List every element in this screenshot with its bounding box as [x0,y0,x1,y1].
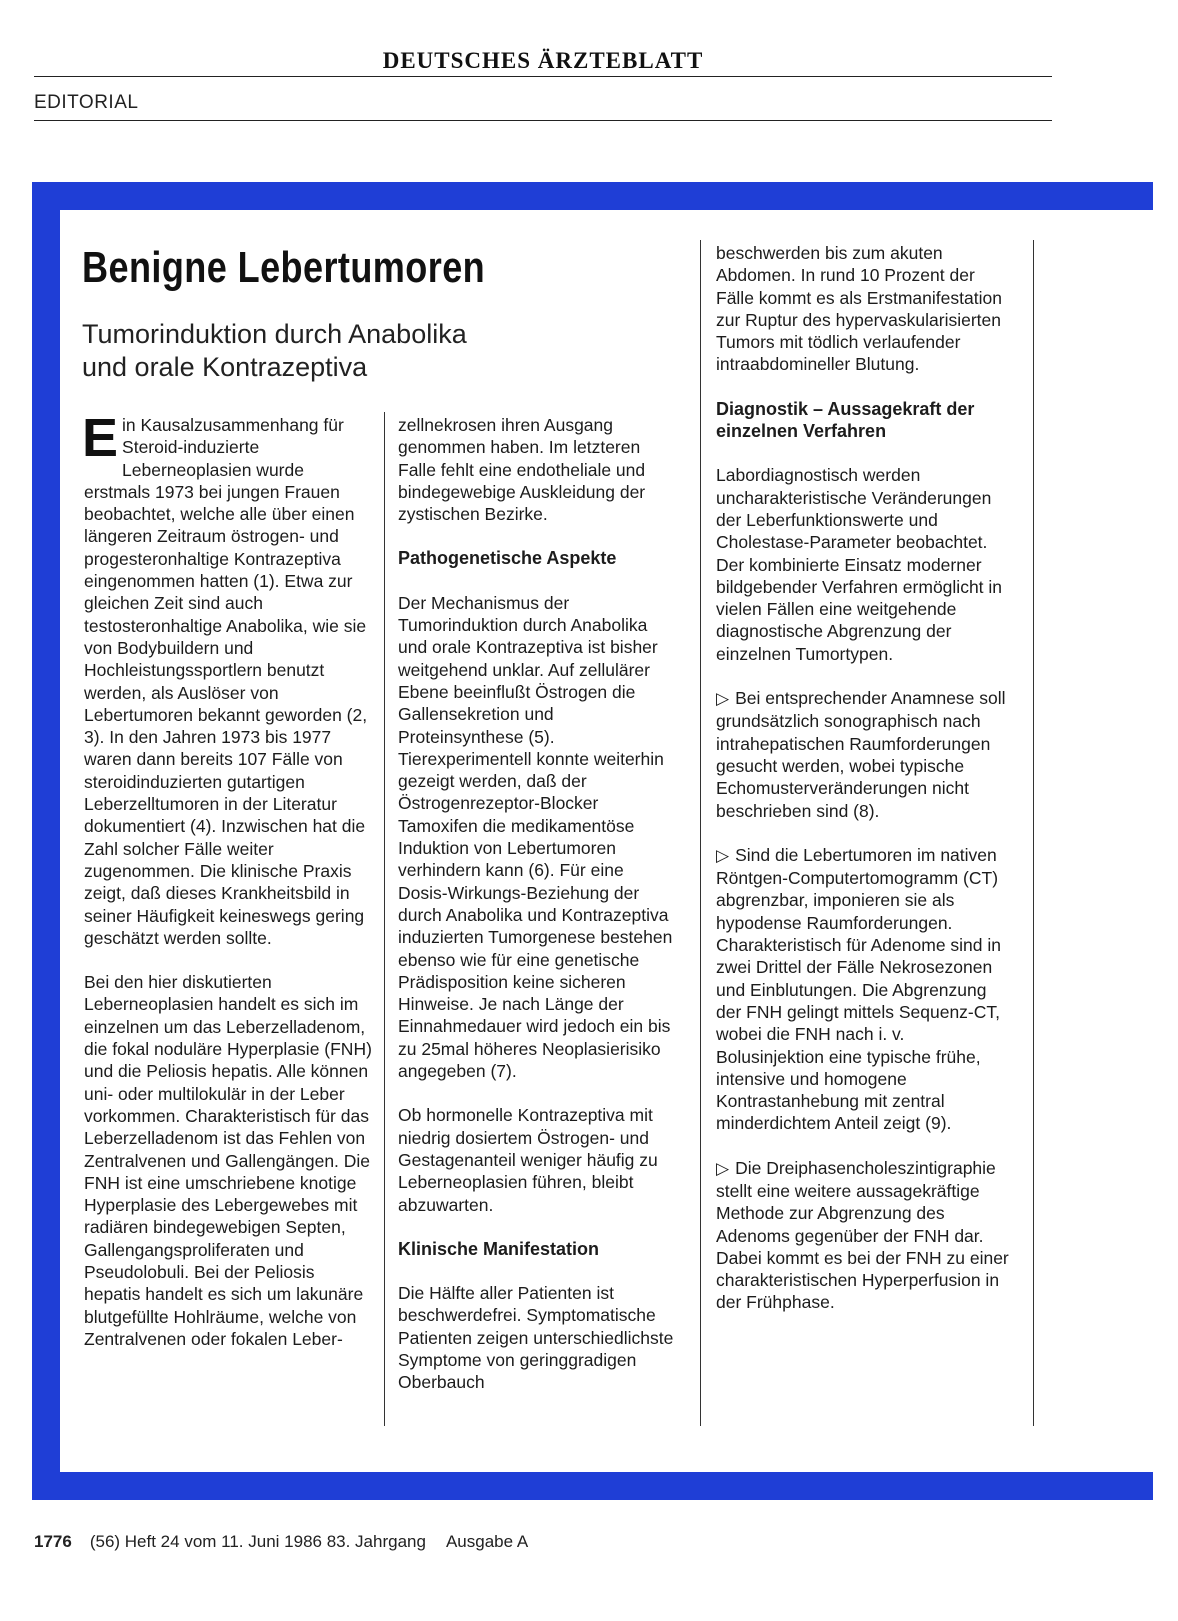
article-column-3 [716,242,1011,1336]
article-subtitle [82,318,642,384]
paragraph: Der Mechanismus der Tumorinduktion durch Anabolika und orale Kontrazeptiva ist bisher weitgehend unklar. Auf zellulärer Ebene beeinflußt Östrogen die Gallensekretion und Proteinsynthese (5). Tierexperimentell konnte weiterhin gezeigt werden, daß der Östrogenrezeptor-Blocker Tamoxifen die medikamentöse Induktion von Lebertumoren verhindern kann (6). Für eine Dosis-Wirkungs-Beziehung der durch Anabolika und Kontrazeptiva induzierten Tumorgenese bestehen ebenso wie für eine genetische Prädisposition keine sicheren Hinweise. Je nach Länge der Einnahmedauer wird jedoch ein bis zu 25mal höheres Neoplasierisiko angegeben (7). [398,592,673,1082]
section-label: EDITORIAL [34,92,139,113]
subtitle-line-1: Tumorinduktion durch Anabolika [82,319,467,349]
triangle-bullet-icon: ▷ [716,689,730,709]
page-number: 1776 [34,1532,72,1551]
column-divider-1 [384,412,385,1426]
paragraph: Labordiagnostisch werden uncharakteristische Veränderungen der Leberfunktionswerte und Cholestase-Parameter beobachtet. Der kombinierte Einsatz moderner bildgebender Verfahren ermöglicht in vielen Fällen eine weitgehende diagnostische Abgrenzung der einzelnen Tumortypen. [716,465,1003,664]
section-heading: Pathogenetische Aspekte [398,548,617,569]
article-column-2 [398,414,676,1416]
section-rule [34,120,1052,121]
column-divider-2 [700,240,701,1426]
paragraph: Die Hälfte aller Patienten ist beschwerdefrei. Symptomatische Patienten zeigen unterschiedlichste Symptome von geringgradigen Oberbauch [398,1283,674,1393]
drop-cap: E [82,408,119,468]
triangle-bullet-icon: ▷ [716,1158,730,1178]
bullet-text: Sind die Lebertumoren im nativen Röntgen-Computertomogramm (CT) abgrenzbar, imponieren sie als hypodense Raumforderungen. Charakteristisch für Adenome sind in zwei Drittel der Fälle Nekrosezonen und Einblutungen. Die Abgrenzung der FNH gelingt mittels Sequenz-CT, wobei die FNH nach i. v. Bolusinjektion eine typische frühe, intensive und homogene Kontrastanhebung mit zentral minderdichtem Anteil zeigt (9). [716,844,1001,1134]
frame-bottom-bar [32,1472,1153,1500]
bullet-text: Bei entsprechender Anamnese soll grundsätzlich sonographisch nach intrahepatischen Raumforderungen gesucht werden, wobei typische Echomusterveränderungen nicht beschrieben sind (8). [716,688,1006,821]
page-footer [34,1532,528,1552]
bullet-paragraph [716,687,1011,822]
paragraph: zellnekrosen ihren Ausgang genommen haben. Im letzteren Falle fehlt eine endotheliale und bindegewebige Auskleidung der zystischen Bezirke. [398,415,646,525]
section-heading: Klinische Manifestation [398,1238,600,1259]
article-title: Benigne Lebertumoren [82,243,486,292]
frame-top-bar [32,182,1153,210]
section-heading: Diagnostik – Aussagekraft der einzelnen Verfahren [716,398,975,442]
bullet-paragraph [716,844,1011,1135]
subtitle-line-2: und orale Kontrazeptiva [82,352,368,382]
paragraph: Bei den hier diskutierten Leberneoplasien handelt es sich im einzelnen um das Leberzelladenom, die fokal noduläre Hyperplasie (FNH) und die Peliosis hepatis. Alle können uni- oder multilokulär in der Leber vorkommen. Charakteristisch für das Leberzelladenom ist das Fehlen von Zentralvenen und Gallengängen. Die FNH ist eine umschriebene knotige Hyperplasie des Lebergewebes mit radiären bindegewebigen Septen, Gallengangsproliferaten und Pseudolobuli. Bei der Peliosis hepatis handelt es sich um lakunäre blutgefüllte Hohlräume, welche von Zentralvenen oder fokalen Leber- [84,972,372,1349]
column-divider-3 [1033,240,1034,1426]
paragraph-text: in Kausalzusammenhang für Steroid-induzierte Leberneoplasien wurde erstmals 1973 bei jungen Frauen beobachtet, welche alle über einen längeren Zeitraum östrogen- und progesteronhaltige Kontrazeptiva eingenommen hatten (1). Etwa zur gleichen Zeit sind auch testosteronhaltige Anabolika, wie sie von Bodybuildern und Hochleistungssportlern benutzt werden, als Auslöser von Lebertumoren bekannt geworden (2, 3). In den Jahren 1973 bis 1977 waren dann bereits 107 Fälle von steroidinduzierten gutartigen Leberzelltumoren in der Literatur dokumentiert (4). Inzwischen hat die Zahl solcher Fälle weiter zugenommen. Die klinische Praxis zeigt, daß dieses Krankheitsbild in seiner Häufigkeit keineswegs gering geschätzt werden sollte. [84,415,368,948]
paragraph [82,408,372,949]
issue-info: (56) Heft 24 vom 11. Juni 1986 83. Jahrgang [89,1532,426,1551]
paragraph: beschwerden bis zum akuten Abdomen. In rund 10 Prozent der Fälle kommt es als Erstmanifestation zur Ruptur des hypervaskularisierten Tumors mit tödlich verlaufender intraabdomineller Blutung. [716,243,1002,375]
bullet-paragraph [716,1157,1011,1314]
triangle-bullet-icon: ▷ [716,845,730,865]
article-column-1 [82,408,372,1372]
bullet-text: Die Dreiphasencholeszintigraphie stellt eine weitere aussagekräftige Methode zur Abgrenzung des Adenoms gegenüber der FNH dar. Dabei kommt es bei der FNH zu einer charakteristischen Hyperperfusion in der Frühphase. [716,1157,1009,1313]
header-rule [34,76,1052,77]
paragraph: Ob hormonelle Kontrazeptiva mit niedrig dosiertem Östrogen- und Gestagenanteil weniger häufig zu Leberneoplasien führen, bleibt abzuwarten. [398,1105,658,1215]
edition-label: Ausgabe A [445,1532,529,1551]
frame-left-bar [32,182,60,1500]
masthead: DEUTSCHES ÄRZTEBLATT [382,48,704,73]
